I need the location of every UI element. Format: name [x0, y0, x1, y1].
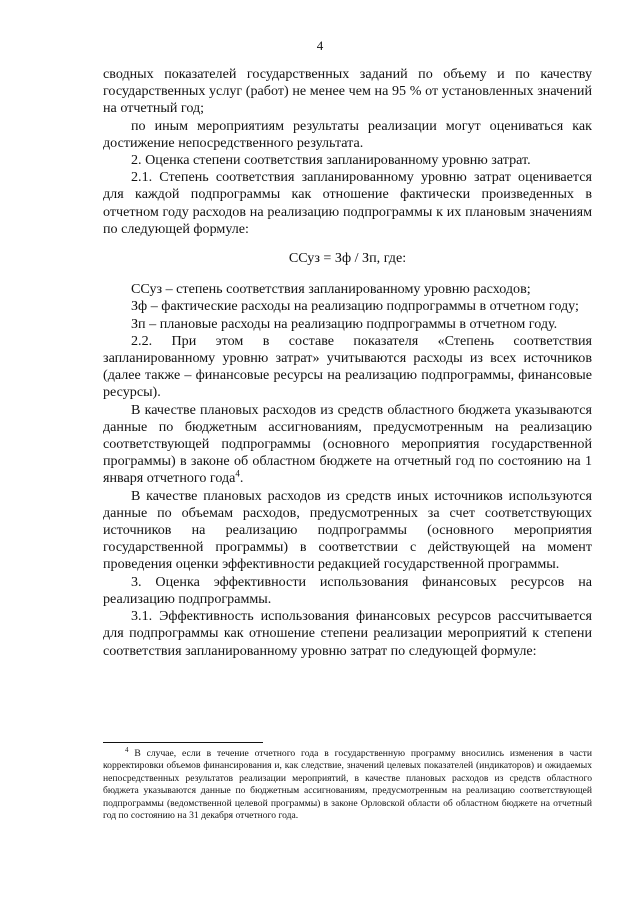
- definition: Зп – плановые расходы на реализацию подпрограммы в отчетном году.: [131, 315, 558, 332]
- paragraph: 2.1. Степень соответствия запланированному уровню затрат оценивается для каждой подпрограммы как отношение фактически произведенных в отчетном году расходов на реализацию подпрограммы к их плановым значениям по следующей формуле:: [103, 169, 592, 237]
- paragraph: В качестве плановых расходов из средств областного бюджета указываются данные по бюджетным ассигнованиям, предусмотренным на реализацию соответствующей подпрограммы (основного мероприятия государственной программы) в законе об областном бюджете на отчетный год по состоянию на 1 января отчетного года$^4$.: [103, 401, 592, 487]
- footnote-reference: 4: [235, 468, 240, 479]
- paragraph: В качестве плановых расходов из средств иных источников используются данные по объемам расходов, предусмотренных за счет соответствующих источников на реализацию подпрограммы (основного мероприятия государственной программы) в соответствии с действующей на момент проведения оценки эффективности редакцией государственной программы.: [103, 487, 592, 573]
- paragraph: сводных показателей государственных заданий по объему и по качеству государственных услуг (работ) не менее чем на 95 % от установленных значений на отчетный год;: [103, 66, 592, 117]
- section-heading: 2. Оценка степени соответствия запланированному уровню затрат.: [131, 152, 531, 169]
- page-number: 4: [316, 38, 324, 53]
- document-body: [103, 66, 592, 660]
- footnote-marker: 4: [125, 745, 129, 754]
- footnote: $^4$ В случае, если в течение отчетного года в государственную программу вносились изменения в части корректировки объемов финансирования и, как следствие, значений целевых показателей (индикаторов) и ожидаемых непосредственных результатов реализации мероприятий, в качестве плановых расходов из средств областного бюджета указываются данные по бюджетным ассигнованиям, предусмотренным на реализацию соответствующей подпрограммы (ведомственной целевой программы) в законе Орловской области об областном бюджете на отчетный год по состоянию на 31 декабря отчетного года.: [103, 745, 592, 822]
- footnote-separator: [103, 742, 263, 743]
- definition: ССуз – степень соответствия запланированному уровню расходов;: [131, 281, 531, 298]
- paragraph: 2.2. При этом в составе показателя «Степень соответствия запланированному уровню затрат» учитываются расходы из всех источников (далее также – финансовые ресурсы на реализацию подпрограммы, финансовые ресурсы).: [103, 332, 592, 401]
- paragraph: по иным мероприятиям результаты реализации могут оцениваться как достижение непосредственного результата.: [103, 117, 592, 151]
- formula: ССуз = Зф / Зп, где:: [288, 250, 407, 267]
- paragraph: 3.1. Эффективность использования финансовых ресурсов рассчитывается для подпрограммы как отношение степени реализации мероприятий к степени соответствия запланированному уровню затрат по следующей формуле:: [103, 608, 592, 659]
- definition: Зф – фактические расходы на реализацию подпрограммы в отчетном году;: [131, 298, 579, 315]
- section-heading: 3. Оценка эффективности использования финансовых ресурсов на реализацию подпрограммы.: [103, 573, 592, 607]
